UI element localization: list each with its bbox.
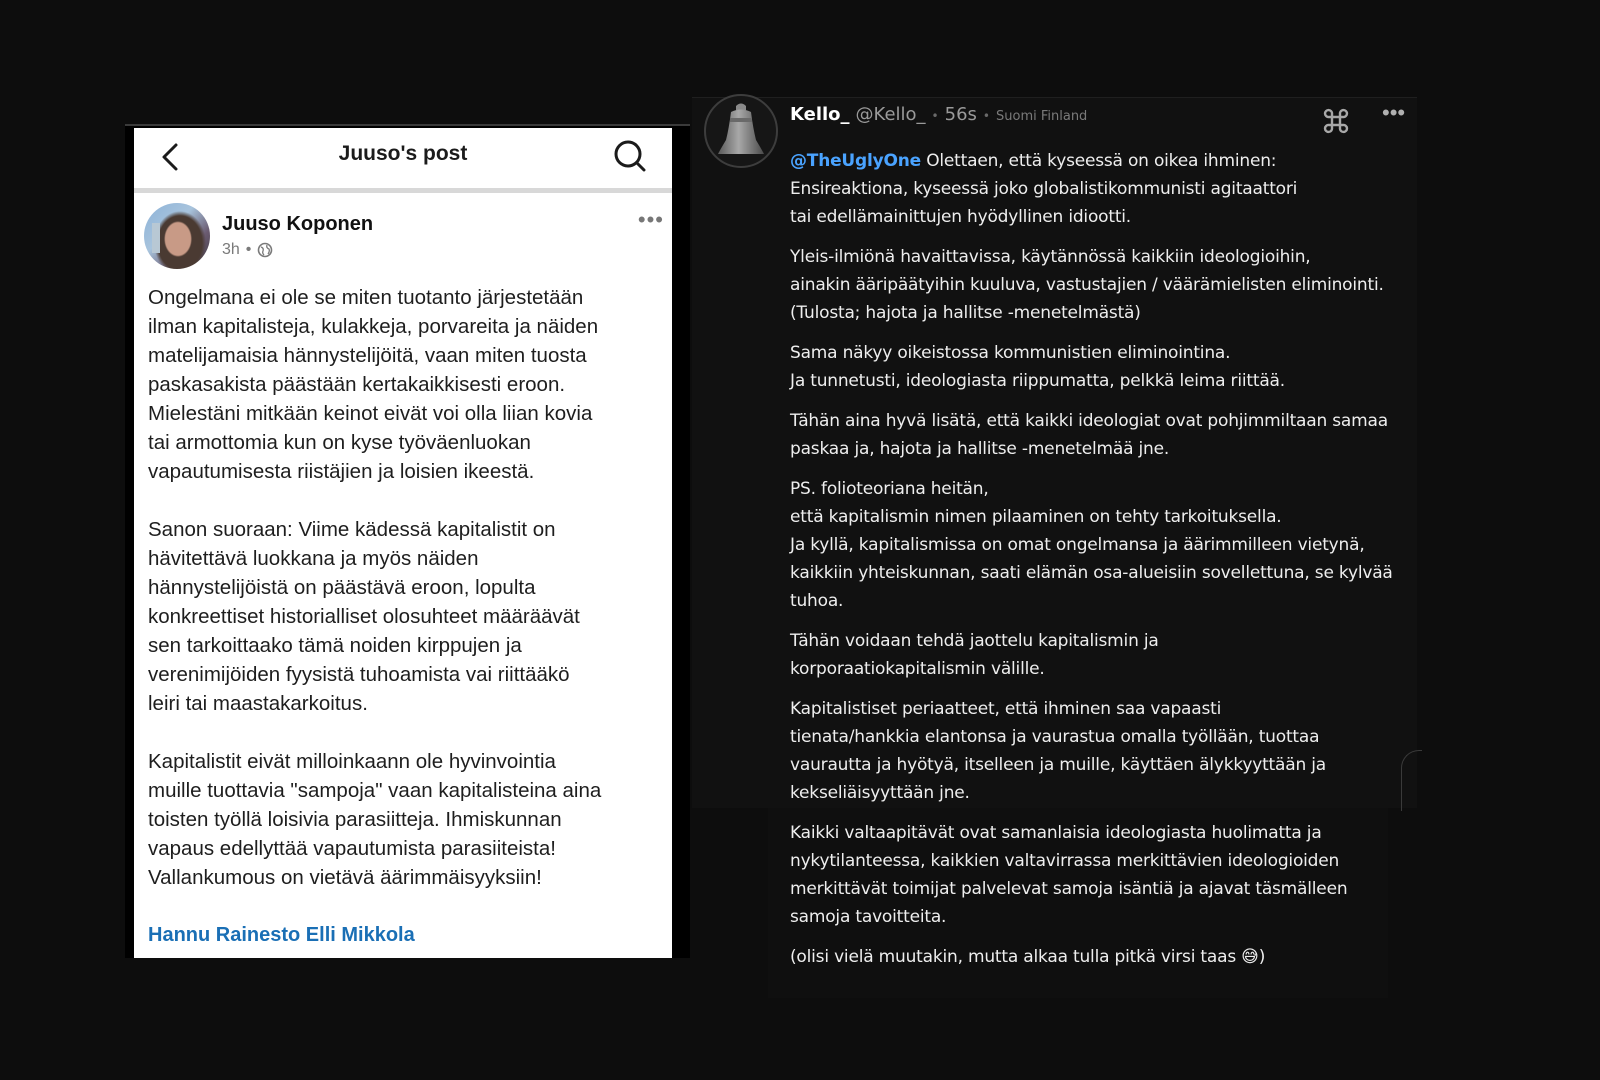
reply-text: Olettaen, että kyseessä on oikea ihminen: Ensireaktiona, kyseessä joko globalistikommunisti agitaattori tai edellämainittujen hyödyllinen idiootti. [790, 151, 1298, 227]
post-time: 56s [944, 104, 977, 125]
reply-paragraph: Kaikki valtaapitävät ovat samanlaisia ideologiasta huolimatta ja nykytilanteessa, kaikkien valtavirrassa merkittävien ideologioiden merkittävät toimijat palvelevat samoja isäntiä ja ajavat täsmälleen samoja tavoitteita. [790, 823, 1348, 927]
facebook-post-screenshot [125, 124, 690, 958]
author-avatar[interactable] [144, 203, 210, 269]
post-meta [222, 241, 273, 259]
reply-paragraph [790, 147, 1420, 231]
post-time: 3h [222, 241, 240, 258]
author-name[interactable]: Juuso Koponen [222, 213, 374, 235]
meta-separator: • [245, 241, 252, 258]
mention-link[interactable]: @TheUglyOne [790, 151, 921, 171]
reply-post-body [790, 147, 1420, 983]
post-location: Suomi Finland [996, 109, 1088, 124]
post-paragraph: Sanon suoraan: Viime kädessä kapitalistit on hävitettävä luokkana ja myös näiden hännystelijöistä on päästävä eroon, lopulta konkreettiset historialliset olosuhteet määräävät sen tarkoittaako tämä noiden kirppujen ja verenimijöiden fyysistä tuhoamista vai riittääkö leiri tai maastakarkoitus. [148, 518, 580, 715]
reply-paragraph: Yleis-ilmiönä havaittavissa, käytännössä kaikkiin ideologioihin, ainakin ääripäätyihin kuuluva, vastustajien / väärämielisten eliminointi. (Tulosta; hajota ja hallitse -menetelmästä) [790, 247, 1384, 323]
reply-paragraph: PS. folioteoriana heitän, että kapitalismin nimen pilaaminen on tehty tarkoituksella. Ja kyllä, kapitalismissa on omat ongelmansa ja äärimmilleen vietynä, kaikkiin yhteiskunnan, saati elämän osa-alueisiin sovellettuna, se kylvää tuhoa. [790, 479, 1393, 611]
reply-paragraph: Tähän voidaan tehdä jaottelu kapitalismin ja korporaatiokapitalismin välille. [790, 631, 1159, 679]
post-header-title: Juuso's post [338, 142, 468, 165]
command-icon[interactable] [1322, 107, 1350, 135]
reply-post-header [790, 104, 1087, 125]
reply-paragraph: Sama näkyy oikeistossa kommunistien eliminointina. Ja tunnetusti, ideologiasta riippumatta, pelkkä leima riittää. [790, 343, 1285, 391]
tagged-people-link[interactable]: Hannu Rainesto Elli Mikkola [148, 924, 415, 946]
facebook-post-card [134, 128, 672, 958]
post-paragraph: Ongelmana ei ole se miten tuotanto järjestetään ilman kapitalisteja, kulakkeja, porvareita ja näiden matelijamaisia hännystelijöitä, vaan miten tuosta paskasakista päästään kertakaikkisesti eroon. Mielestäni mitkään keinot eivät voi olla liian kovia tai armottomia kun on kyse työväenluokan vapautumisesta riistäjien ja loisien ikeestä. [148, 286, 599, 483]
meta-separator: • [931, 109, 939, 123]
post-author-row [134, 193, 672, 277]
reply-paragraph: Kapitalistiset periaatteet, että ihminen saa vapaasti tienata/hankkia elantonsa ja vaurastua omalla työllään, tuottaa vaurautta ja hyötyä, itselleen ja muille, käyttäen älykkyyttään ja kekseliäisyyttään jne. [790, 699, 1326, 803]
reply-paragraph: Tähän aina hyvä lisätä, että kaikki ideologiat ovat pohjimmiltaan samaa paskaa ja, hajota ja hallitse -menetelmää jne. [790, 411, 1388, 459]
user-handle[interactable]: @Kello_ [855, 104, 926, 125]
globe-icon [257, 242, 273, 258]
post-header [134, 128, 672, 193]
meta-separator: • [982, 109, 990, 123]
reply-paragraph: (olisi vielä muutakin, mutta alkaa tulla pitkä virsi taas 😅) [790, 947, 1266, 967]
post-body [134, 277, 672, 950]
bell-icon[interactable] [704, 94, 778, 168]
bell-avatar-image [706, 96, 776, 166]
more-options-button[interactable]: ••• [1382, 100, 1406, 125]
display-name[interactable]: Kello_ [790, 104, 850, 125]
search-icon[interactable] [612, 138, 648, 174]
more-options-button[interactable]: ••• [637, 207, 664, 232]
post-paragraph: Kapitalistit eivät milloinkaann ole hyvinvointia muille tuottavia "sampoja" vaan kapitalisteina aina toisten työllä loisivia parasiitteja. Ihmiskunnan vapaus edellyttää vapautumista parasiiteista! Vallankumous on vietävä äärimmäisyyksiin! [148, 750, 602, 889]
